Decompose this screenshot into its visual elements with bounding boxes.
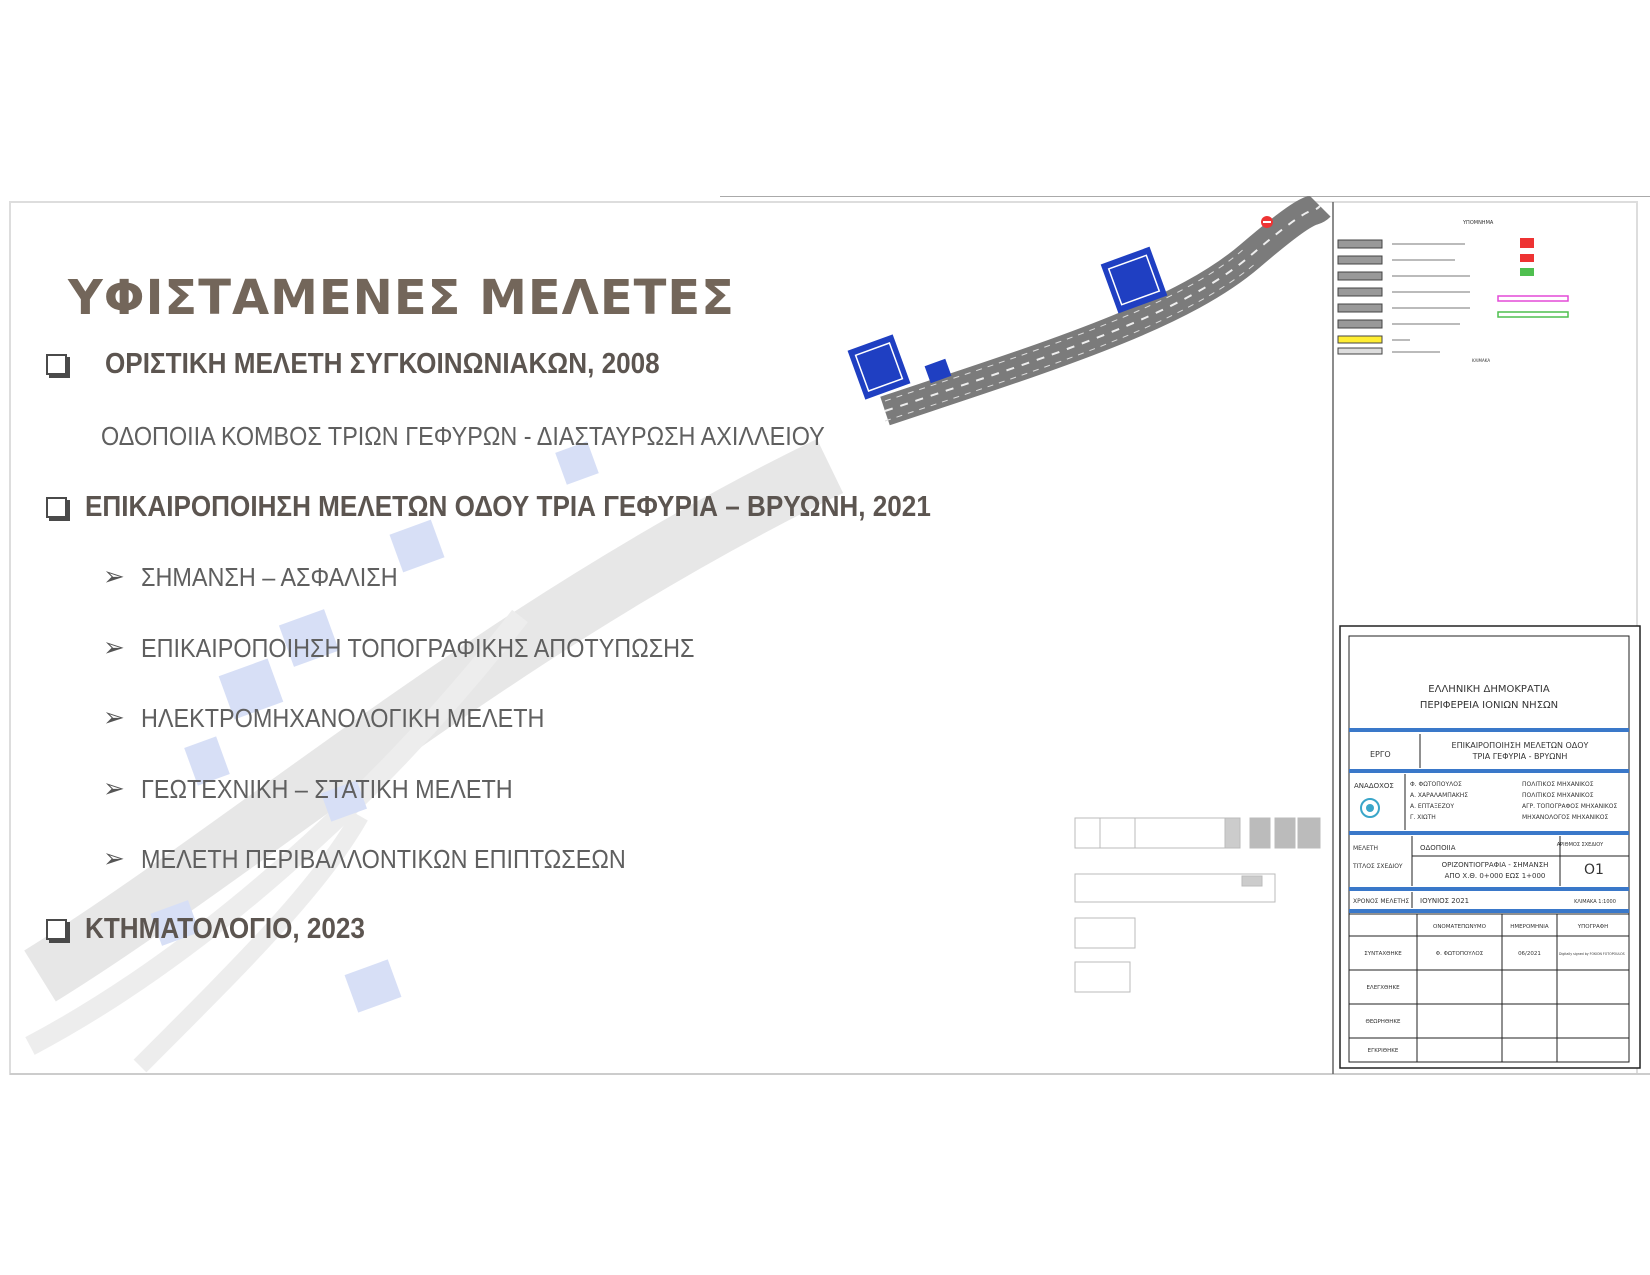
- project-line-1: ΕΠΙΚΑΙΡΟΠΟΙΗΣΗ ΜΕΛΕΤΩΝ ΟΔΟΥ: [1451, 741, 1589, 750]
- arrow-bullet-icon: ➢: [103, 774, 125, 804]
- legend-scale: ΚΛΙΜΑΚΑ: [1472, 358, 1491, 363]
- engineer-name: Φ. ΦΩΤΟΠΟΥΛΟΣ: [1410, 781, 1462, 788]
- checkbox-bullet-icon: [46, 354, 67, 375]
- signature-date: 06/2021: [1518, 951, 1541, 957]
- arrow-text-1: ΣΗΜΑΝΣΗ – ΑΣΦΑΛΙΣΗ: [140, 561, 398, 592]
- engineer-name: Α. ΧΑΡΑΛΑΜΠΑΚΗΣ: [1410, 792, 1469, 799]
- bullet-item-3: [46, 913, 396, 946]
- signature-digital: Digitally signed by FOKION FOTOPOULOS: [1559, 952, 1625, 956]
- arrow-bullet-icon: ➢: [103, 633, 125, 663]
- signature-name: Φ. ΦΩΤΟΠΟΥΛΟΣ: [1435, 951, 1484, 957]
- engineer-name: Α. ΕΠΤΑΞΕΖΟΥ: [1410, 803, 1455, 810]
- arrow-text-4: ΓΕΩΤΕΧΝΙΚΗ – ΣΤΑΤΙΚΗ ΜΕΛΕΤΗ: [140, 773, 513, 804]
- sub-item-1: [101, 421, 905, 452]
- arrow-bullet-icon: ➢: [103, 844, 125, 874]
- project-label: ΕΡΓΟ: [1370, 750, 1391, 759]
- arrow-bullet-icon: ➢: [103, 562, 125, 592]
- scale-value: ΚΛΙΜΑΚΑ 1:1000: [1574, 899, 1616, 905]
- arrow-text-5: ΜΕΛΕΤΗ ΠΕΡΙΒΑΛΛΟΝΤΙΚΩΝ ΕΠΙΠΤΩΣΕΩΝ: [140, 843, 626, 874]
- arrow-text-2: ΕΠΙΚΑΙΡΟΠΟΙΗΣΗ ΤΟΠΟΓΡΑΦΙΚΗΣ ΑΠΟΤΥΠΩΣΗΣ: [140, 632, 695, 663]
- study-value: ΟΔΟΠΟΙΙΑ: [1420, 844, 1456, 852]
- drawing-title-line-1: ΟΡΙΖΟΝΤΙΟΓΡΑΦΙΑ - ΣΗΜΑΝΣΗ: [1441, 861, 1549, 869]
- bullet-text-2: ΕΠΙΚΑΙΡΟΠΟΙΗΣΗ ΜΕΛΕΤΩΝ ΟΔΟΥ ΤΡΙΑ ΓΕΦΥΡΙΑ – ΒΡΥΩΝΗ, 2021: [85, 490, 931, 523]
- contractor-label: ΑΝΑΔΟΧΟΣ: [1354, 782, 1394, 790]
- sub-text-1: ΟΔΟΠΟΙΙΑ ΚΟΜΒΟΣ ΤΡΙΩΝ ΓΕΦΥΡΩΝ - ΔΙΑΣΤΑΥΡΩΣΗ ΑΧΙΛΛΕΙΟΥ: [101, 420, 825, 451]
- engineer-role: ΠΟΛΙΤΙΚΟΣ ΜΗΧΑΝΙΚΟΣ: [1522, 781, 1594, 788]
- authority-line-2: ΠΕΡΙΦΕΡΕΙΑ ΙΟΝΙΩΝ ΝΗΣΩΝ: [1419, 700, 1559, 711]
- signature-row-label: ΣΥΝΤΑΧΘΗΚΕ: [1364, 951, 1402, 957]
- checkbox-bullet-icon: [46, 497, 67, 518]
- arrow-item-3: [103, 703, 589, 734]
- arrow-item-5: [103, 844, 679, 875]
- bullet-item-2: [46, 491, 1025, 524]
- signature-header: ΟΝΟΜΑΤΕΠΩΝΥΜΟ: [1432, 924, 1487, 930]
- bullet-text-3: ΚΤΗΜΑΤΟΛΟΓΙΟ, 2023: [85, 912, 365, 945]
- date-label: ΧΡΟΝΟΣ ΜΕΛΕΤΗΣ: [1353, 898, 1410, 905]
- signature-row-label: ΕΛΕΓΧΘΗΚΕ: [1366, 985, 1400, 991]
- arrow-item-2: [103, 633, 756, 664]
- arrow-item-4: [103, 774, 554, 805]
- arrow-text-3: ΗΛΕΚΤΡΟΜΗΧΑΝΟΛΟΓΙΚΗ ΜΕΛΕΤΗ: [140, 702, 545, 733]
- title-block: [1340, 626, 1640, 1068]
- drawing-no: Ο1: [1584, 862, 1604, 878]
- signature-header: ΗΜΕΡΟΜΗΝΙΑ: [1510, 924, 1549, 930]
- arrow-item-1: [103, 562, 426, 593]
- drawing-title-line-2: ΑΠΟ Χ.Θ. 0+000 ΕΩΣ 1+000: [1444, 872, 1546, 880]
- study-label: ΜΕΛΕΤΗ: [1353, 845, 1379, 852]
- engineer-role: ΑΓΡ. ΤΟΠΟΓΡΑΦΟΣ ΜΗΧΑΝΙΚΟΣ: [1522, 803, 1618, 810]
- drawing-title-label: ΤΙΤΛΟΣ ΣΧΕΔΙΟΥ: [1353, 863, 1403, 870]
- signature-row-label: ΘΕΩΡΗΘΗΚΕ: [1365, 1019, 1401, 1025]
- signature-header: ΥΠΟΓΡΑΦΗ: [1577, 924, 1609, 930]
- checkbox-bullet-icon: [46, 919, 67, 940]
- authority-line-1: ΕΛΛΗΝΙΚΗ ΔΗΜΟΚΡΑΤΙΑ: [1428, 684, 1550, 695]
- signature-row-label: ΕΓΚΡΙΘΗΚΕ: [1367, 1048, 1399, 1054]
- no-entry-sign-icon: [1261, 216, 1273, 228]
- drawing-no-label: ΑΡΙΘΜΟΣ ΣΧΕΔΙΟΥ: [1556, 842, 1604, 848]
- date-value: ΙΟΥΝΙΟΣ 2021: [1420, 897, 1470, 905]
- bullet-item-1: [46, 348, 721, 381]
- engineer-role: ΜΗΧΑΝΟΛΟΓΟΣ ΜΗΧΑΝΙΚΟΣ: [1522, 814, 1609, 821]
- engineer-role: ΠΟΛΙΤΙΚΟΣ ΜΗΧΑΝΙΚΟΣ: [1522, 792, 1594, 799]
- bullet-text-1: ΟΡΙΣΤΙΚΗ ΜΕΛΕΤΗ ΣΥΓΚΟΙΝΩΝΙΑΚΩΝ, 2008: [105, 347, 660, 380]
- arrow-bullet-icon: ➢: [103, 703, 125, 733]
- slide-title: ΥΦΙΣΤΑΜΕΝΕΣ ΜΕΛΕΤΕΣ: [68, 270, 735, 326]
- engineer-name: Γ. ΧΙΩΤΗ: [1410, 814, 1436, 821]
- legend-title: ΥΠΟΜΝΗΜΑ: [1463, 220, 1494, 226]
- project-line-2: ΤΡΙΑ ΓΕΦΥΡΙΑ - ΒΡΥΩΝΗ: [1472, 752, 1568, 761]
